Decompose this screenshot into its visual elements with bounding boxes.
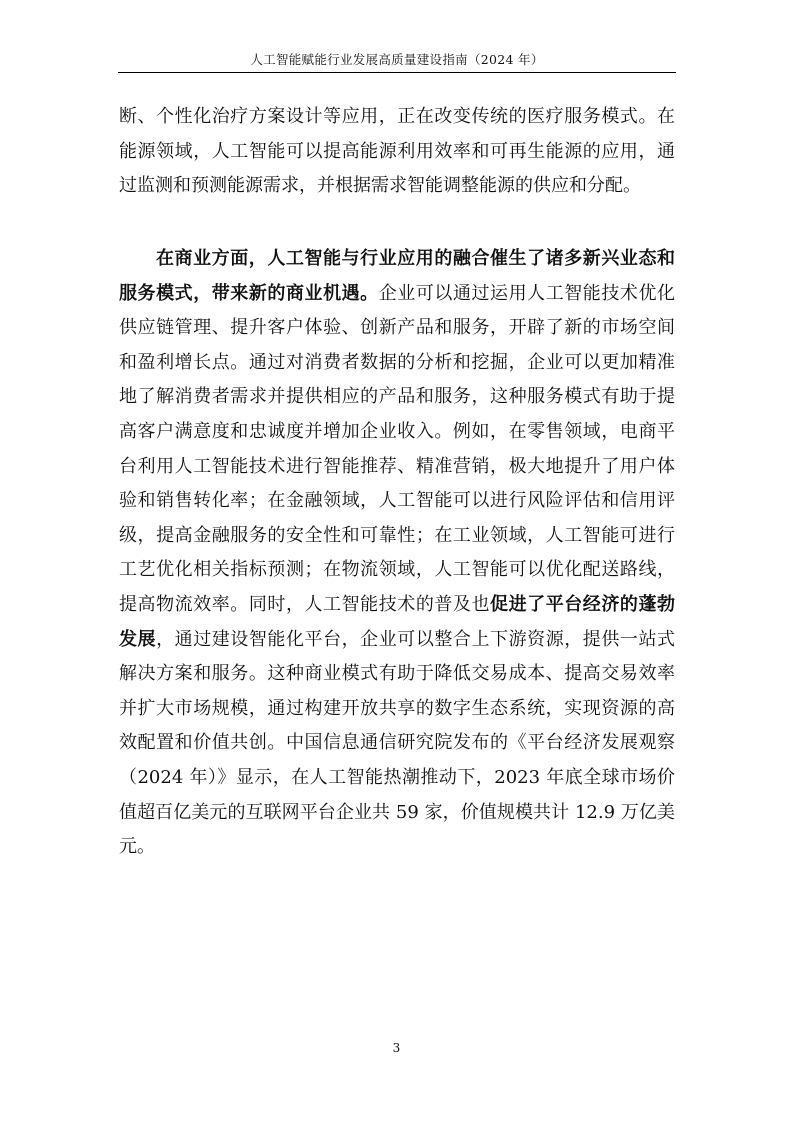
page-number: 3	[392, 1041, 401, 1055]
commerce-lead-bold: 在商业方面，人工智能与行业应用的融合催生了诸多新兴业态和服务模式，带来新的商业机遇。	[119, 248, 675, 304]
platform-economy-bold: 促进了平台经济的蓬勃发展	[119, 593, 676, 650]
document-body	[119, 100, 675, 865]
paragraph-energy: 断、个性化治疗方案设计等应用，正在改变传统的医疗服务模式。在能源领域，人工智能可以提高能源利用效率和可再生能源的应用，通过监测和预测能源需求，并根据需求智能调整能源的供应和分配。	[119, 106, 675, 197]
commerce-text-2: ，通过建设智能化平台，企业可以整合上下游资源，提供一站式解决方案和服务。这种商业模式有助于降低交易成本、提高交易效率并扩大市场规模，通过构建开放共享的数字生态系统，实现资源的高效配置和价值共创。中国信息通信研究院发布的《平台经济发展观察（2024 年）》显示，在人工智能热潮推动下，2023 年底全球市场价值超百亿美元的互联网平台企业共 59 家，价值规模共计 12.9 万亿美元。	[119, 628, 676, 858]
paragraph-commerce	[119, 242, 675, 865]
running-header: 人工智能赋能行业发展高质量建设指南（2024 年）	[118, 50, 676, 73]
commerce-text-1: 企业可以通过运用人工智能技术优化供应链管理、提升客户体验、创新产品和服务，开辟了新的市场空间和盈利增长点。通过对消费者数据的分析和挖掘，企业可以更加精准地了解消费者需求并提供相应的产品和服务，这种服务模式有助于提高客户满意度和忠诚度并增加企业收入。例如，在零售领域，电商平台利用人工智能技术进行智能推荐、精准营销，极大地提升了用户体验和销售转化率；在金融领域，人工智能可以进行风险评估和信用评级，提高金融服务的安全性和可靠性；在工业领域，人工智能可进行工艺优化相关指标预测；在物流领域，人工智能可以优化配送路线，提高物流效率。同时，人工智能技术的普及也	[119, 282, 676, 615]
